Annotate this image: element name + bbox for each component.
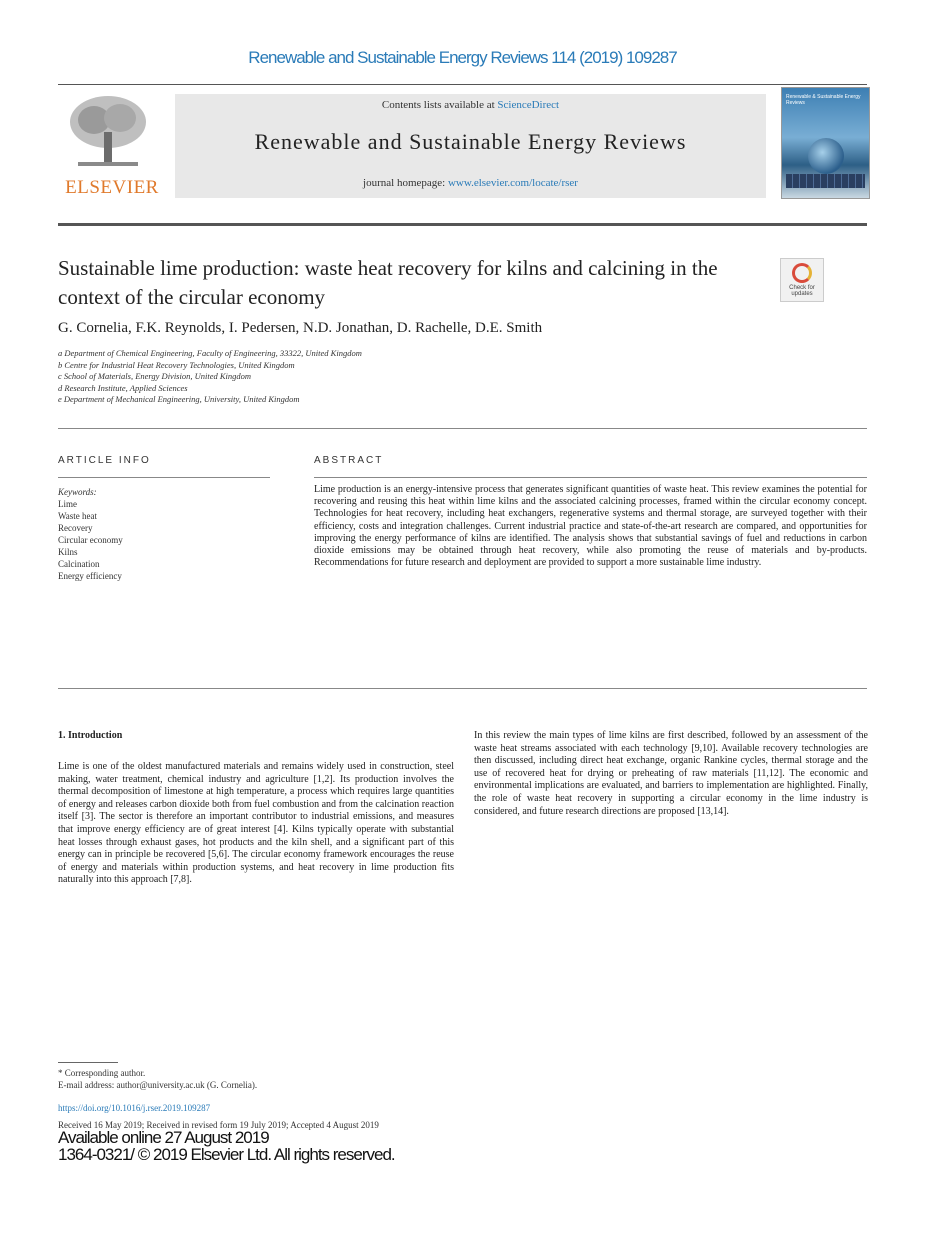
footnote-rule	[58, 1062, 118, 1063]
affiliation: e Department of Mechanical Engineering, University, United Kingdom	[58, 394, 300, 404]
author-list[interactable]: G. Cornelia, F.K. Reynolds, I. Pedersen, N.D. Jonathan, D. Rachelle, D.E. Smith	[58, 320, 543, 336]
homepage-link[interactable]: www.elsevier.com/locate/rser	[447, 177, 578, 189]
keyword: Circular economy	[58, 535, 123, 545]
keywords-block	[58, 486, 270, 582]
keywords-label: Keywords:	[58, 487, 97, 497]
update-icon	[792, 263, 812, 283]
journal-reference[interactable]: Renewable and Sustainable Energy Reviews 114 (2019) 109287	[248, 48, 677, 67]
affiliation: b Centre for Industrial Heat Recovery Technologies, United Kingdom	[58, 359, 295, 370]
homepage-prefix: journal homepage:	[363, 177, 446, 189]
affiliation: c School of Materials, Energy Division, United Kingdom	[58, 371, 252, 381]
article-info-heading: ARTICLE INFO	[58, 455, 151, 466]
available-online: Available online 27 August 2019	[58, 1128, 269, 1147]
top-rule	[58, 84, 867, 85]
solar-panel-icon	[786, 174, 865, 188]
keyword: Waste heat	[58, 511, 98, 521]
publisher-name: ELSEVIER	[65, 177, 159, 198]
elsevier-logo	[58, 92, 166, 200]
email-note[interactable]: E-mail address: author@university.ac.uk (G. Cornelia).	[58, 1080, 258, 1090]
keyword: Recovery	[58, 523, 93, 533]
homepage-line	[175, 177, 766, 189]
affiliations	[58, 348, 868, 406]
abstract-text: Lime production is an energy-intensive process that generates significant quantities of waste heat. This review examines the potential for recovering and reusing this heat within lime kilns and the associated calcining processes, framed within the circular economy concept. Technologies for heat recovery, including heat exchangers, regenerative systems and thermal storage, are surveyed together with their efficiency, costs and integration challenges. Current industrial practice and state-of-the-art research are compared, and opportunities for improving the energy performance of kilns are identified. The analysis shows that substantial savings of fuel and reductions in carbon dioxide emissions may be obtained through heat recovery, while also promoting the reuse of materials and by-products. Recommendations for future research and deployment are provided to support a more sustainable lime industry.	[314, 484, 867, 569]
divider	[58, 688, 867, 689]
intro-column-left: Lime is one of the oldest manufactured materials and remains widely used in construction, steel making, water treatment, chemical industry and agriculture [1,2]. Its production involves the thermal decomposition of limestone at high temperature, a process which requires large quantities of energy and releases carbon dioxide both from fuel combustion and from the calcination reaction itself [3]. The sector is therefore an important contributor to industrial emissions, and measures that improve energy efficiency are of great interest [4]. Kilns typically operate with substantial heat losses through exhaust gases, hot products and the kiln shell, and a significant part of this energy can in principle be recovered [5,6]. The circular economy framework encourages the reuse of energy and materials within production systems, and heat recovery in lime production fits naturally into this approach [7,8].	[58, 761, 454, 886]
header-divider	[58, 223, 867, 226]
doi-link[interactable]: https://doi.org/10.1016/j.rser.2019.109287	[58, 1103, 211, 1113]
journal-cover[interactable]	[781, 87, 870, 199]
issn-copyright: 1364-0321/ © 2019 Elsevier Ltd. All rights reserved.	[58, 1145, 395, 1164]
sciencedirect-link[interactable]: ScienceDirect	[497, 99, 560, 111]
corresponding-author-note: * Corresponding author.	[58, 1068, 146, 1078]
affiliation: a Department of Chemical Engineering, Faculty of Engineering, 33322, United Kingdom	[58, 348, 362, 358]
received-dates: Received 16 May 2019; Received in revised form 19 July 2019; Accepted 4 August 2019	[58, 1120, 379, 1130]
divider	[58, 428, 867, 429]
article-title: Sustainable lime production: waste heat recovery for kilns and calcining in the context of the circular economy	[58, 256, 718, 309]
journal-title: Renewable and Sustainable Energy Reviews	[254, 129, 687, 154]
check-updates-label: Check for updates	[789, 285, 815, 297]
section-heading-introduction: 1. Introduction	[58, 730, 123, 741]
globe-icon	[808, 138, 844, 174]
journal-header-box	[175, 94, 766, 198]
check-for-updates-button[interactable]	[780, 258, 824, 302]
contents-line	[175, 94, 766, 111]
abstract-heading: ABSTRACT	[314, 455, 384, 466]
keyword: Lime	[58, 499, 77, 509]
contents-prefix: Contents lists available at	[381, 99, 495, 111]
affiliation: d Research Institute, Applied Sciences	[58, 382, 188, 393]
keyword: Energy efficiency	[58, 571, 122, 581]
tree-logo-icon	[58, 92, 158, 172]
keyword: Kilns	[58, 547, 78, 557]
keyword: Calcination	[58, 559, 100, 569]
intro-column-right: In this review the main types of lime kilns are first described, followed by an assessment of the waste heat streams associated with each technology [9,10]. Available recovery technologies are then discussed, including direct heat exchange, organic Rankine cycles, thermal storage and the use of recovered heat for drying or preheating of raw materials [11,12]. The economic and environmental implications are evaluated, and barriers to implementation are highlighted. Finally, the role of waste heat recovery in supporting a circular economy in the lime industry is considered, and future research directions are proposed [13,14].	[474, 730, 868, 817]
cover-title: Renewable & Sustainable Energy Reviews	[786, 94, 861, 106]
footnote	[58, 1067, 558, 1091]
article-info-rule	[58, 477, 270, 478]
abstract-rule	[314, 477, 867, 478]
